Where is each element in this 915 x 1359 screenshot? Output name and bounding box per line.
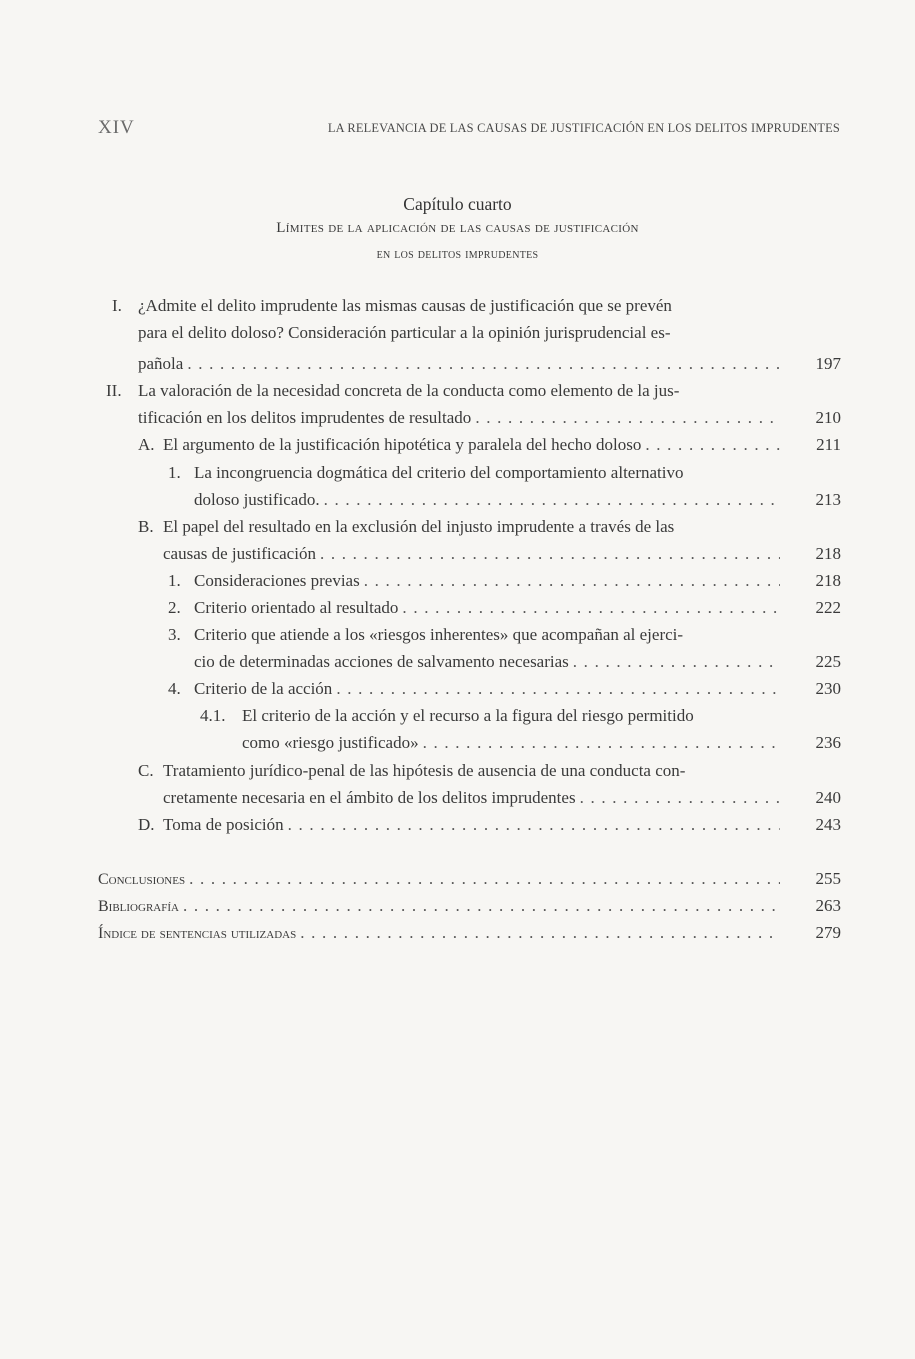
toc-leader <box>163 541 780 567</box>
toc-text: El criterio de la acción y el recurso a la figura del riesgo permitido <box>242 706 694 725</box>
toc-line <box>0 649 915 675</box>
toc-entry-c <box>0 758 915 784</box>
toc-num: 4.1. <box>200 706 226 725</box>
toc-line <box>0 405 915 431</box>
toc-page-number: 236 <box>815 733 841 752</box>
toc-leader <box>194 649 780 675</box>
toc-text: Criterio de la acción <box>194 679 333 698</box>
toc-leader <box>98 893 780 920</box>
toc-leader <box>163 785 780 811</box>
toc-text: Bibliografía <box>98 898 179 915</box>
toc-text: ¿Admite el delito imprudente las mismas causas de justificación que se prevén <box>138 296 672 315</box>
running-title: LA RELEVANCIA DE LAS CAUSAS DE JUSTIFICACIÓN EN LOS DELITOS IMPRUDENTES <box>327 121 840 135</box>
chapter-title-line1: Límites de la aplicación de las causas de justificación <box>276 220 639 236</box>
toc-text: Consideraciones previas <box>194 571 360 590</box>
toc-entry-b41 <box>0 703 915 729</box>
toc-page-number: 218 <box>815 571 841 590</box>
toc-text: La incongruencia dogmática del criterio del comportamiento alternativo <box>194 463 684 482</box>
toc-text: Criterio que atiende a los «riesgos inherentes» que acompañan al ejerci- <box>194 625 684 644</box>
toc-page-number: 210 <box>815 408 841 427</box>
toc-leader <box>194 595 780 621</box>
toc-line <box>0 730 915 756</box>
toc-num: B. <box>138 517 154 536</box>
toc-num: 4. <box>168 679 181 698</box>
toc-line <box>0 541 915 567</box>
chapter-label: Capítulo cuarto <box>403 194 512 214</box>
toc-leader <box>163 432 780 458</box>
running-header <box>98 117 840 141</box>
toc-num: A. <box>138 435 155 454</box>
toc-line <box>0 487 915 513</box>
toc-num: 3. <box>168 625 181 644</box>
toc-text: cretamente necesaria en el ámbito de los delitos imprudentes <box>163 788 576 807</box>
toc-leader <box>138 405 780 431</box>
toc-page-number: 240 <box>815 788 841 807</box>
toc-text: Toma de posición <box>163 815 284 834</box>
toc-page-number: 263 <box>815 896 841 915</box>
toc-entry-b1 <box>0 568 915 594</box>
toc-leader <box>194 487 780 513</box>
toc-num: II. <box>106 381 122 400</box>
toc-entry-a1 <box>0 460 915 486</box>
toc-page-number: 255 <box>815 869 841 888</box>
toc-page-number: 197 <box>815 354 841 373</box>
toc-leader <box>98 866 780 893</box>
toc-page-number: 225 <box>815 652 841 671</box>
toc-entry-conclusiones <box>0 866 915 892</box>
toc-entry-b <box>0 514 915 540</box>
toc-page-number: 218 <box>815 544 841 563</box>
toc-text: doloso justificado. <box>194 490 320 509</box>
toc-entry-b4 <box>0 676 915 702</box>
toc-line <box>0 351 915 377</box>
toc-page-number: 213 <box>815 490 841 509</box>
toc-leader <box>98 920 780 947</box>
toc-page-number: 243 <box>815 815 841 834</box>
toc-text: causas de justificación <box>163 544 316 563</box>
toc-num: C. <box>138 761 154 780</box>
toc-leader <box>194 676 780 702</box>
toc-leader <box>242 730 780 756</box>
toc-text: La valoración de la necesidad concreta de la conducta como elemento de la jus- <box>138 381 680 400</box>
toc-text: para el delito doloso? Consideración particular a la opinión jurisprudencial es- <box>138 323 671 342</box>
toc-page-number: 211 <box>816 435 841 454</box>
toc-leader <box>138 351 780 377</box>
toc-num: D. <box>138 815 155 834</box>
toc-leader <box>194 568 780 594</box>
toc-text: pañola <box>138 354 184 373</box>
toc-entry-bibliografia <box>0 893 915 919</box>
toc-text: Conclusiones <box>98 871 186 888</box>
toc-num: 2. <box>168 598 181 617</box>
toc-page-number: 279 <box>815 923 841 942</box>
toc-text: Tratamiento jurídico-penal de las hipótesis de ausencia de una conducta con- <box>163 761 686 780</box>
toc-entry-b2 <box>0 595 915 621</box>
toc-text: cio de determinadas acciones de salvamento necesarias <box>194 652 569 671</box>
toc-entry-d <box>0 812 915 838</box>
toc-entry-a <box>0 432 915 458</box>
toc-text: Índice de sentencias utilizadas <box>98 925 297 942</box>
toc-text: como «riesgo justificado» <box>242 733 419 752</box>
toc-text: Criterio orientado al resultado <box>194 598 399 617</box>
toc-num: 1. <box>168 463 181 482</box>
toc-page-number: 230 <box>815 679 841 698</box>
toc-text: El argumento de la justificación hipotética y paralela del hecho doloso <box>163 435 642 454</box>
toc-leader <box>163 812 780 838</box>
page-folio: XIV <box>98 117 135 138</box>
chapter-title-line2: en los delitos imprudentes <box>376 246 539 261</box>
toc-text: tificación en los delitos imprudentes de resultado <box>138 408 472 427</box>
toc-entry-b3 <box>0 622 915 648</box>
toc-entry-ii <box>0 378 915 404</box>
toc-line <box>0 320 915 346</box>
toc-entry-i <box>0 293 915 319</box>
toc-text: El papel del resultado en la exclusión del injusto imprudente a través de las <box>163 517 675 536</box>
toc-num: 1. <box>168 571 181 590</box>
toc-entry-indice <box>0 920 915 946</box>
toc-page-number: 222 <box>815 598 841 617</box>
toc-line <box>0 785 915 811</box>
toc-num: I. <box>112 296 122 315</box>
